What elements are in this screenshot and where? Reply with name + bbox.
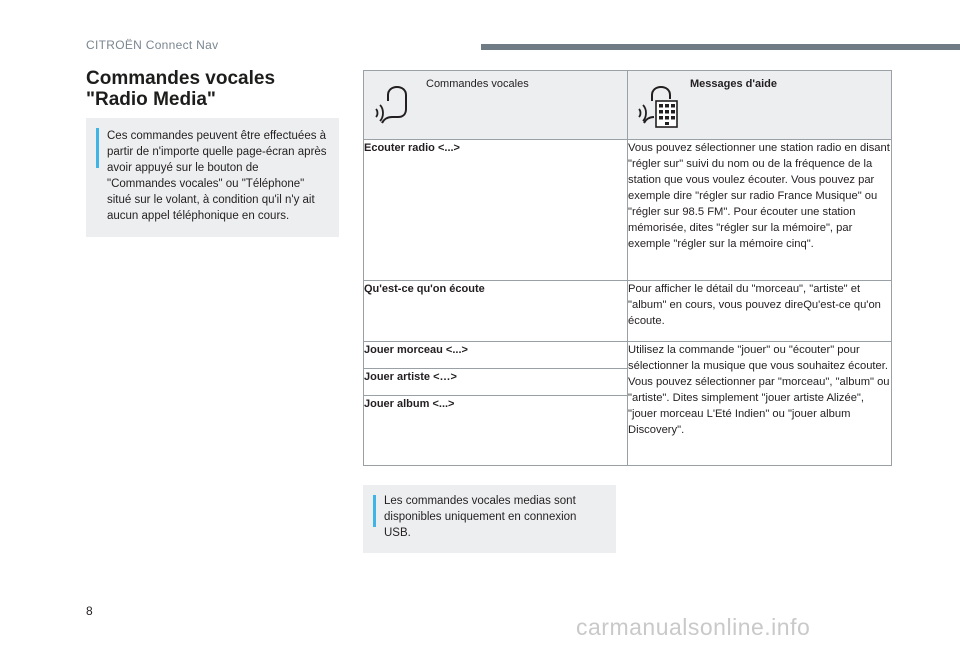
- table-cell-help: Pour afficher le détail du "morceau", "artiste" et "album" en cours, vous pouvez direQu'est-ce qu'on écoute.: [628, 281, 892, 342]
- header-bar: [481, 44, 960, 50]
- table-row: [364, 281, 892, 342]
- table-row: [364, 140, 892, 281]
- table-cell-command: Ecouter radio <...>: [364, 140, 628, 281]
- voice-command-icon: [374, 83, 414, 129]
- table-cell-command: Jouer artiste <…>: [364, 369, 628, 396]
- table-cell-command: Qu'est-ce qu'on écoute: [364, 281, 628, 342]
- page-number: 8: [86, 604, 93, 618]
- table-header-help-label: Messages d'aide: [690, 78, 777, 90]
- watermark: carmanualsonline.info: [576, 614, 811, 640]
- running-header: CITROËN Connect Nav: [86, 38, 219, 52]
- table-header-commands: [364, 71, 628, 140]
- info-note-text: Les commandes vocales medias sont disponibles uniquement en connexion USB.: [384, 495, 577, 539]
- info-note-text: Ces commandes peuvent être effectuées à partir de n'importe quelle page-écran après avoir appuyé sur le bouton de "Commandes vocales" ou "Téléphone" situé sur le volant, à condition qu'il n'y ait aucun appel téléphonique en cours.: [107, 130, 327, 222]
- table-header-row: [364, 71, 892, 140]
- table-cell-help: Vous pouvez sélectionner une station radio en disant "régler sur" suivi du nom ou de la fréquence de la station que vous voulez écouter. Vous pouvez par exemple dire "régler sur radio France Musique" ou "régler sur 98.5 FM". Pour écouter une station mémorisée, dites "régler sur la mémoire", par exemple "régler sur la mémoire cinq".: [628, 140, 892, 281]
- table-cell-help: Utilisez la commande "jouer" ou "écouter" pour sélectionner la musique que vous souhaitez écouter. Vous pouvez sélectionner par "morceau", "album" ou "artiste". Dites simplement "jouer artiste Alizée", "jouer morceau L'Eté Indien" ou "jouer album Discovery".: [628, 342, 892, 466]
- info-note-bar: [96, 128, 99, 168]
- info-note-bar: [373, 495, 376, 527]
- voice-help-keypad-icon: [638, 83, 678, 129]
- table-header-help: [628, 71, 892, 140]
- table-cell-command: Jouer morceau <...>: [364, 342, 628, 369]
- info-note-top: [86, 118, 339, 237]
- table-header-commands-label: Commandes vocales: [426, 78, 529, 90]
- info-note-bottom: [363, 485, 616, 553]
- table-row: [364, 342, 892, 369]
- voice-commands-table: [363, 70, 892, 466]
- page-title: Commandes vocales "Radio Media": [86, 68, 276, 110]
- table-cell-command: Jouer album <...>: [364, 396, 628, 466]
